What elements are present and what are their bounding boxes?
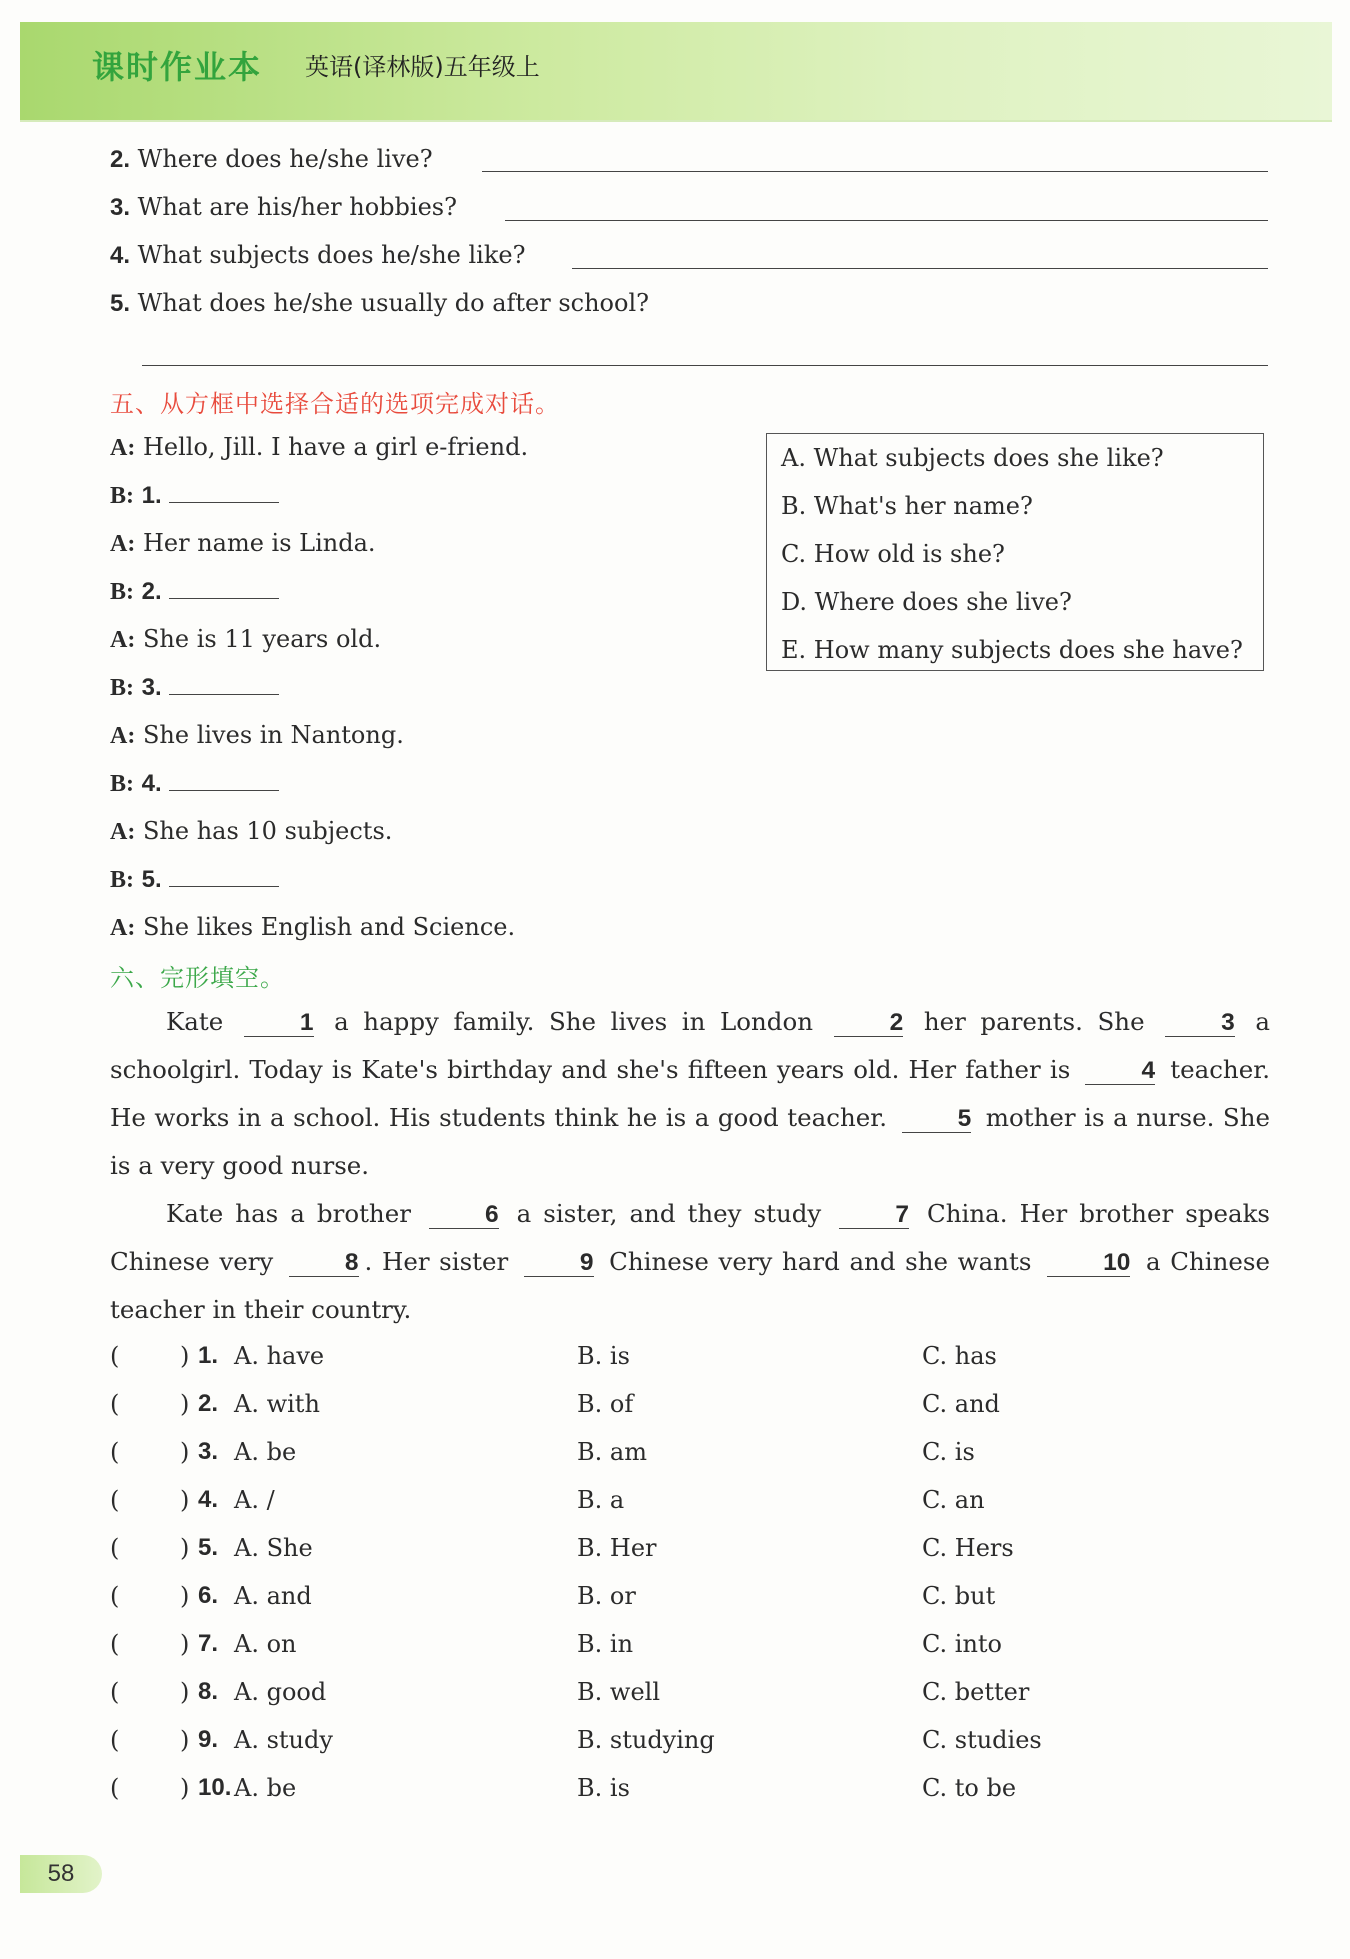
option-a: A. What subjects does she like? (781, 444, 1164, 472)
dialog-line: B: 1. (110, 480, 279, 511)
series-title: 课时作业本 (92, 48, 263, 86)
dialog-line: B: 3. (110, 672, 279, 703)
book-title: 英语(译林版)五年级上 (305, 53, 540, 81)
cloze-blank-7[interactable]: 7 (839, 1202, 909, 1229)
choice-row: ( ) 3. A. be B. am C. is (110, 1438, 975, 1466)
dialog-blank-1[interactable] (169, 480, 279, 503)
answer-line-2[interactable] (482, 171, 1268, 172)
choice-row: ( ) 4. A. / B. a C. an (110, 1486, 985, 1514)
option-c: C. How old is she? (781, 540, 1005, 568)
answer-line-3[interactable] (505, 220, 1268, 221)
answer-slot[interactable] (140, 1630, 180, 1660)
choice-row: ( ) 2. A. with B. of C. and (110, 1390, 1000, 1418)
answer-slot[interactable] (140, 1486, 180, 1516)
cloze-blank-6[interactable]: 6 (429, 1202, 499, 1229)
dialog-line: A: She lives in Nantong. (110, 721, 404, 749)
option-d: D. Where does she live? (781, 588, 1072, 616)
answer-slot[interactable] (140, 1390, 180, 1420)
answer-slot[interactable] (140, 1678, 180, 1708)
question-3: 3. What are his/her hobbies? (110, 193, 457, 221)
choice-row: ( ) 6. A. and B. or C. but (110, 1582, 996, 1610)
question-2: 2. Where does he/she live? (110, 145, 433, 173)
options-box (766, 433, 1264, 671)
dialog-line: A: Her name is Linda. (110, 529, 376, 557)
dialog-line: A: She likes English and Science. (110, 913, 516, 941)
answer-slot[interactable] (140, 1774, 180, 1804)
cloze-blank-4[interactable]: 4 (1085, 1058, 1155, 1085)
dialog-line: A: She has 10 subjects. (110, 817, 393, 845)
cloze-blank-5[interactable]: 5 (902, 1106, 972, 1133)
option-e: E. How many subjects does she have? (781, 636, 1243, 664)
choice-row: ( ) 7. A. on B. in C. into (110, 1630, 1002, 1658)
dialog-line: B: 2. (110, 576, 279, 607)
choice-row: ( ) 1. A. have B. is C. has (110, 1342, 997, 1370)
section-5-title: 五、从方框中选择合适的选项完成对话。 (110, 390, 560, 418)
dialog-line: B: 4. (110, 768, 279, 799)
answer-slot[interactable] (140, 1726, 180, 1756)
question-5: 5. What does he/she usually do after school? (110, 289, 649, 317)
cloze-paragraph-2: Kate has a brother 6 a sister, and they study 7 China. Her brother speaks Chinese very 8 . Her sister 9 Chinese very hard and she wants 10 a Chinese teacher in their country. (110, 1199, 1270, 1324)
answer-slot[interactable] (140, 1582, 180, 1612)
dialog-blank-3[interactable] (169, 672, 279, 695)
cloze-blank-1[interactable]: 1 (244, 1010, 314, 1037)
cloze-blank-9[interactable]: 9 (524, 1250, 594, 1277)
dialog-line: B: 5. (110, 864, 279, 895)
answer-line-4[interactable] (572, 268, 1268, 269)
cloze-blank-3[interactable]: 3 (1165, 1010, 1235, 1037)
answer-line-5[interactable] (142, 365, 1268, 366)
answer-slot[interactable] (140, 1342, 180, 1372)
dialog-blank-2[interactable] (169, 576, 279, 599)
choice-row: ( ) 8. A. good B. well C. better (110, 1678, 1030, 1706)
cloze-paragraph-1: Kate 1 a happy family. She lives in London 2 her parents. She 3 a schoolgirl. Today is Kate's birthday and she's fifteen years old. Her father is 4 teacher. He works in a school. His students think he is a good teacher. 5 mother is a nurse. She is a very good nurse. (110, 1007, 1271, 1180)
dialog-blank-5[interactable] (169, 864, 279, 887)
dialog-blank-4[interactable] (169, 768, 279, 791)
answer-slot[interactable] (140, 1438, 180, 1468)
choice-row: ( ) 9. A. study B. studying C. studies (110, 1726, 1042, 1754)
question-4: 4. What subjects does he/she like? (110, 241, 526, 269)
cloze-blank-8[interactable]: 8 (289, 1250, 359, 1277)
cloze-blank-10[interactable]: 10 (1047, 1250, 1130, 1277)
choice-row: ( ) 10. A. be B. is C. to be (110, 1774, 1017, 1802)
dialog-line: A: Hello, Jill. I have a girl e-friend. (110, 433, 529, 461)
dialog-line: A: She is 11 years old. (110, 625, 382, 653)
section-6-title: 六、完形填空。 (110, 964, 285, 992)
cloze-blank-2[interactable]: 2 (834, 1010, 904, 1037)
option-b: B. What's her name? (781, 492, 1033, 520)
choice-row: ( ) 5. A. She B. Her C. Hers (110, 1534, 1014, 1562)
page-number: 58 (20, 1855, 102, 1893)
answer-slot[interactable] (140, 1534, 180, 1564)
